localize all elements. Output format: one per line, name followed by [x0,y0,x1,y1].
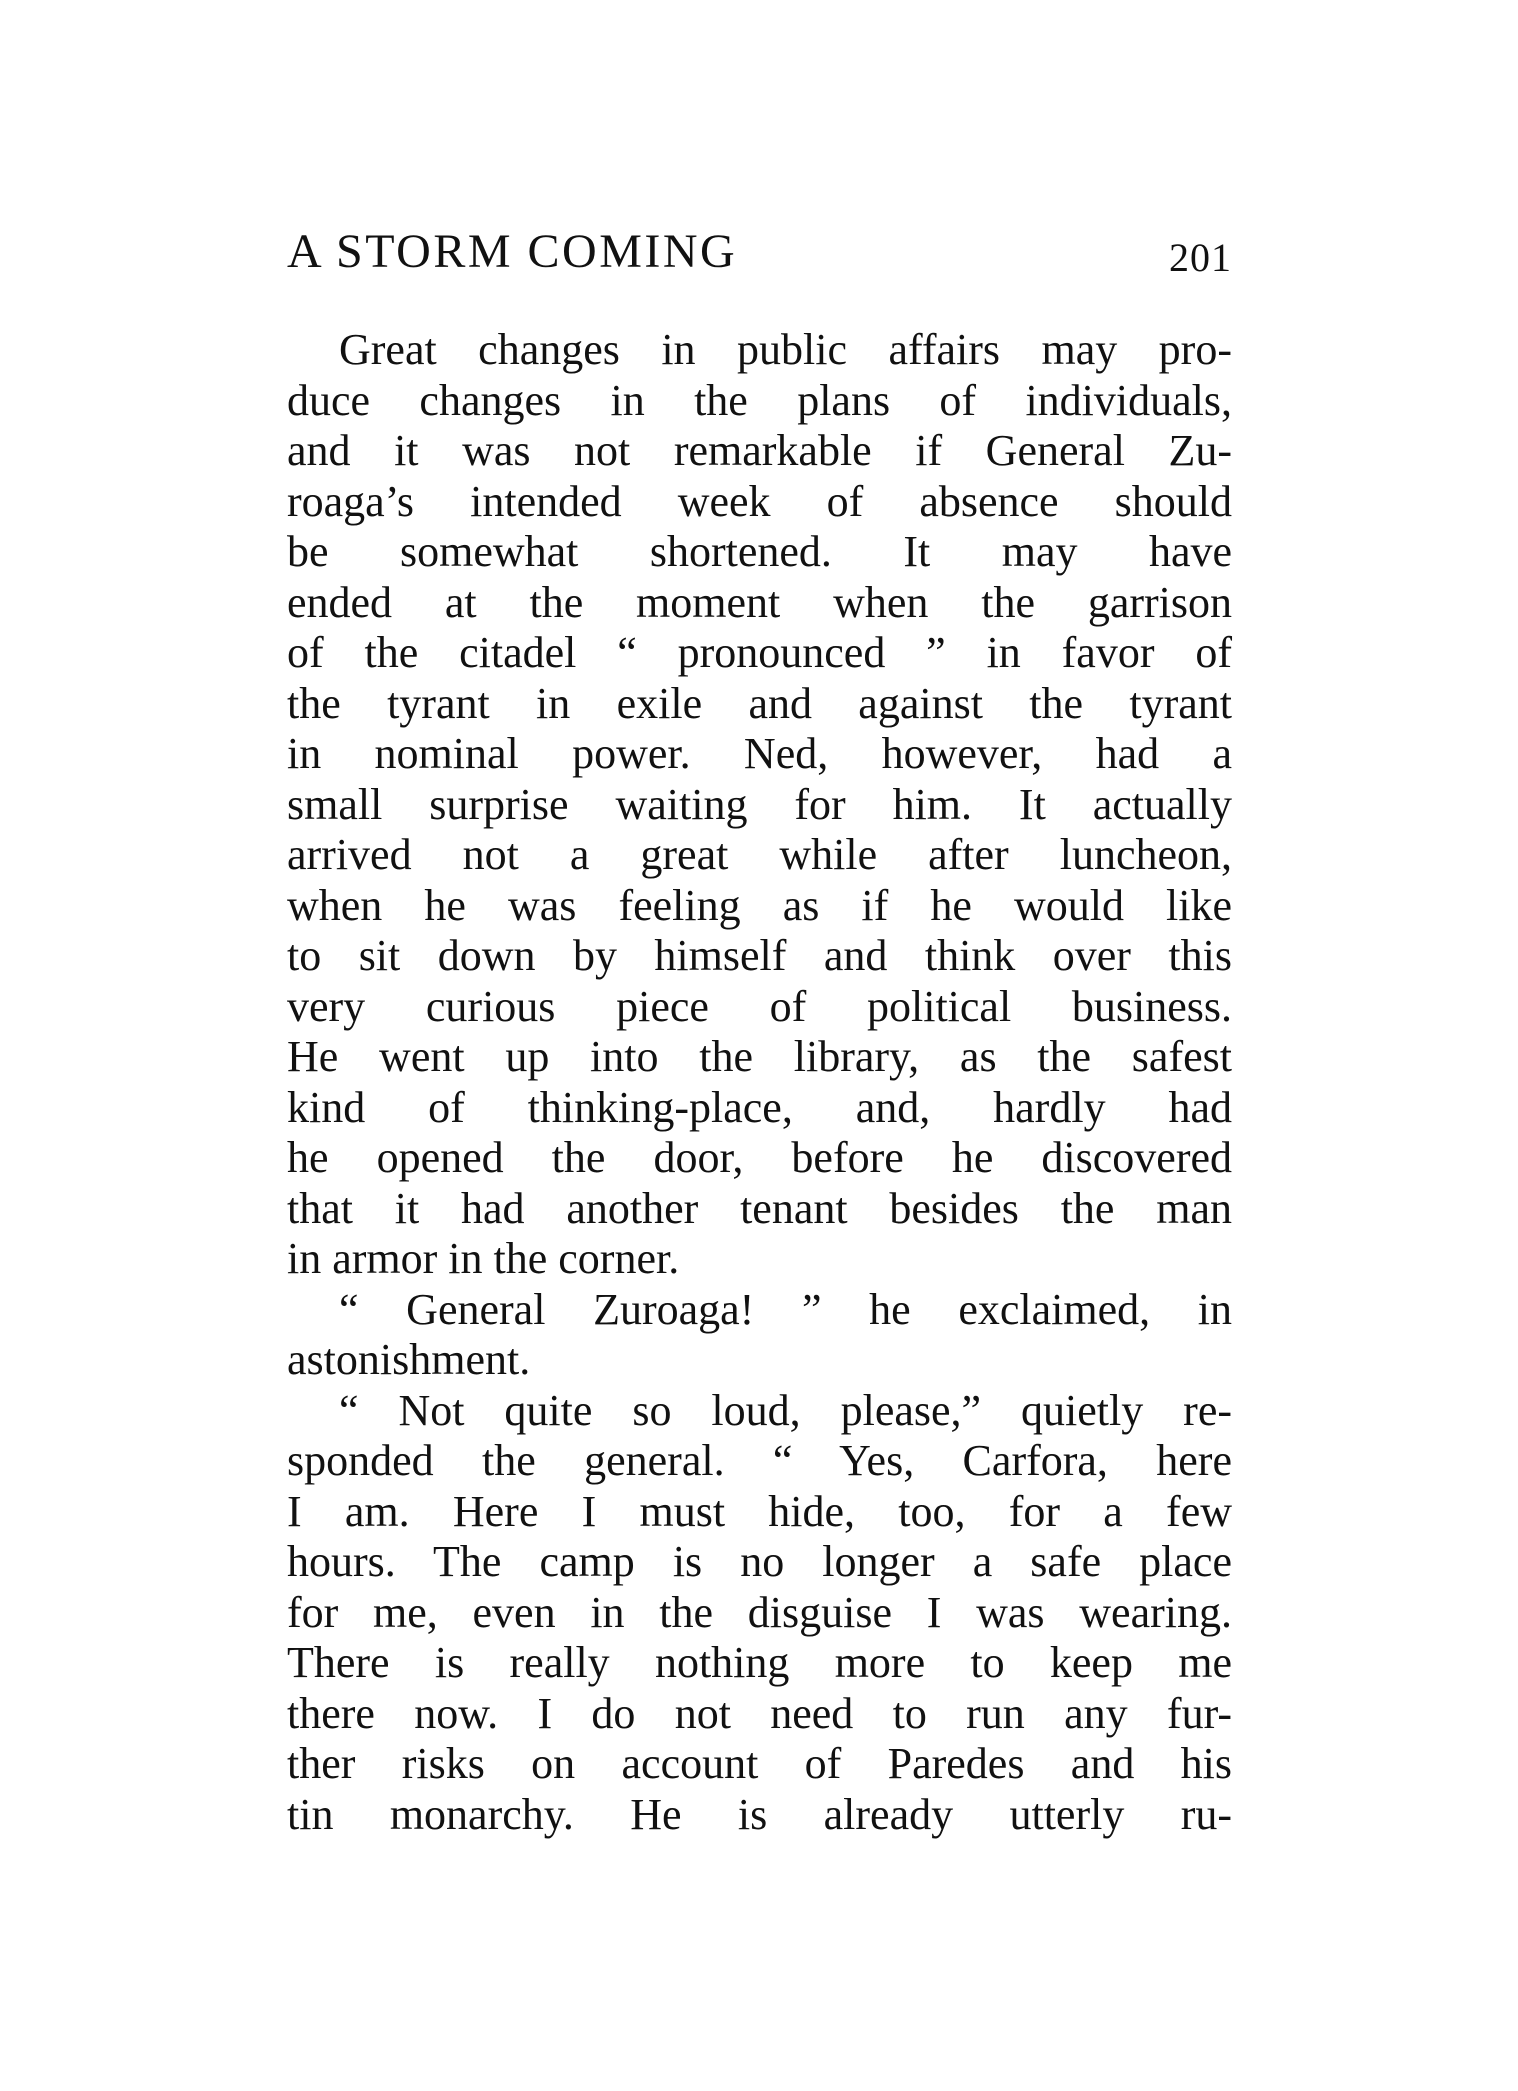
text-line: “ Not quite so loud, please,” quietly re- [339,1385,1232,1435]
text-line: astonishment. [287,1335,531,1384]
text-line: in armor in the corner. [287,1234,680,1283]
text-line: He went up into the library, as the safest [287,1032,1232,1081]
text-line: small surprise waiting for him. It actually [287,779,1232,829]
text-line: that it had another tenant besides the man [287,1183,1232,1233]
running-head [287,222,1232,282]
text-line: “ General Zuroaga! ” he exclaimed, in [339,1284,1232,1334]
text-line: and it was not remarkable if General Zu- [287,426,1232,475]
text-line: ended at the moment when the garrison [287,577,1232,627]
text-line: There is really nothing more to keep me [287,1638,1232,1687]
text-line: for me, even in the disguise I was wearing. [287,1587,1232,1637]
text-line: kind of thinking-place, and, hardly had [287,1082,1232,1132]
text-line: to sit down by himself and think over this [287,931,1232,980]
text-line: there now. I do not need to run any fur- [287,1688,1232,1738]
text-line: of the citadel “ pronounced ” in favor of [287,628,1232,677]
text-line: hours. The camp is no longer a safe place [287,1537,1232,1586]
text-line: sponded the general. “ Yes, Carfora, here [287,1436,1232,1485]
text-line: be somewhat shortened. It may have [287,527,1232,576]
running-title: A STORM COMING [287,225,738,278]
text-line: I am. Here I must hide, too, for a few [287,1486,1232,1536]
text-line: tin monarchy. He is already utterly ru- [287,1789,1232,1839]
text-line: duce changes in the plans of individuals, [287,375,1232,425]
text-line: ther risks on account of Paredes and his [287,1739,1232,1788]
text-line: Great changes in public affairs may pro- [339,325,1232,374]
page-number: 201 [1169,235,1232,280]
text-line: very curious piece of political business. [287,981,1232,1031]
text-line: roaga’s intended week of absence should [287,476,1232,526]
body-text [287,325,1232,1840]
text-line: in nominal power. Ned, however, had a [287,729,1232,778]
text-line: the tyrant in exile and against the tyrant [287,678,1232,728]
text-line: when he was feeling as if he would like [287,880,1232,930]
text-line: arrived not a great while after luncheon, [287,830,1232,879]
text-line: he opened the door, before he discovered [287,1133,1232,1182]
